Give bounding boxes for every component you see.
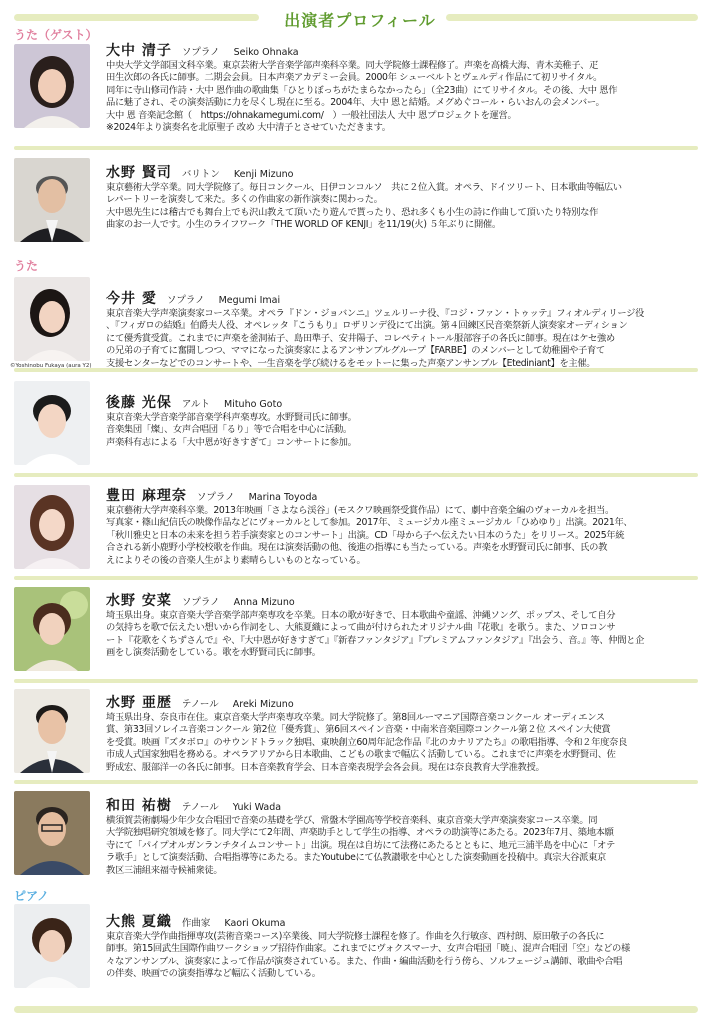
performer-name: 大熊 夏織 [106,914,172,930]
bio-line: 東京藝術大学卒業。同大学院修了。毎日コンクール、日伊コンコルソ 共に２位入賞。オペラ、ドイツリート、日本歌曲等幅広い [106,182,622,193]
performer-name: 豊田 麻理奈 [106,488,187,504]
performer-photo [14,44,90,128]
bio-line: 埼玉県出身、奈良市在住。東京音楽大学声楽専攻卒業。同大学院修了。第8回ルーマニア国際音楽コンクール オーディエンス [106,712,605,723]
performer-role: ソプラノ [181,47,220,58]
separator [14,780,698,784]
performer-romaji: Megumi Imai [218,295,281,306]
performer-role: テノール [181,802,219,813]
performer-romaji: Mituho Goto [224,399,283,410]
bio-line: 東京藝術大学声楽科卒業。2013年映画「さよなら渓谷」(モスクワ映画祭受賞作品）にて、劇中音楽全編のヴォーカルを担当。 [106,505,614,516]
bio-line: 同年に寺山修司作詩・大中 恩作曲の歌曲集「ひとりぼっちがたまらなかったら」（全23曲）にてリサイタル。その後、大中 恩作 [106,84,618,96]
bio-line: ラ歌手」として演奏活動、合唱指導等にあたる。またYoutubeにて仏教讃歌を中心とした演奏動画を投稿中。真宗大谷派東京 [106,852,606,864]
bio-line: 横須賀芸術劇場少年少女合唱団で音楽の基礎を学び、常盤木学園高等学校音楽科、東京音楽大学声楽演奏家コース卒業。同 [106,815,598,826]
performer-role: テノール [181,699,219,710]
bio-line: 教区三浦組来福寺候補衆徒。 [106,864,223,876]
bio-line: 「秋川雅史と日本の未来を担う若手演奏家とのコンサート」出演。CD「母から子へ伝えたい日本のうた」をリリース。2025年統 [106,529,625,541]
performer-bio [106,931,700,981]
bio-line: レパートリーを演奏して来た。多くの作曲家の新作演奏に関わった。 [106,194,383,206]
performer-photo [14,277,90,361]
bio-line: 中央大学文学部国文科卒業。東京芸術大学音楽学部声楽科卒業。同大学院修士課程修了。声楽を高橋大海、青木美稚子、疋 [106,60,599,71]
bio-line: 写真家・篠山紀信氏の映像作品などにヴォーカルとして参加。2017年、ミュージカル座ミュージカル「ひめゆり」出演。2021年、 [106,517,633,529]
separator [14,679,698,683]
bio-line: 曲家のお一人です。小生のライフワーク「THE WORLD OF KENJI」を11/19(火) ５年ぶりに開催。 [106,219,501,231]
performer-bio [106,610,700,660]
bio-line: 埼玉県出身。東京音楽大学音楽学部声楽専攻を卒業。日本の歌が好きで、日本歌曲や童謡、沖縄ソング、ポップス、そして自分 [106,610,616,621]
performer-photo [14,381,90,465]
performer-romaji: Kaori Okuma [224,918,286,929]
performer-photo [14,791,90,875]
bio-line: 、『フィガロの結婚』伯爵夫人役、オペレッタ『こうもり』ロザリンデ役にて出演。第４回練区民音楽祭新人演奏家オーディション [106,320,628,332]
bio-line: 寺にて「パイプオルガンランチタイムコンサート」出演。現在は自坊にて法務にあたるとともに、地元三浦半島を中心に「オテ [106,839,615,851]
bio-line: 野成宏、服部洋一の各氏に師事。日本音楽教育学会、日本音楽表現学会各会員。現在は奈良教育大学准教授。 [106,761,545,773]
performer-name: 後藤 光保 [106,395,172,411]
bio-line: 市成人式国家独唱を務める。オペラアリアから日本歌曲、こどもの歌まで幅広く活動している。これまでに声楽を水野賢司、佐 [106,749,616,761]
bio-line: の気持ちを歌で伝えたい想いから作詞をし、大熊夏織によって曲が付けられたオリジナル曲『花歌』を歌う。また、ソロコンサ [106,622,616,634]
performer-name: 大中 清子 [106,43,172,59]
performer-name: 水野 亜歴 [106,695,172,711]
bio-line: の伴奏、映画での演奏指導など幅広く活動している。 [106,968,321,980]
bio-line: えによりその後の音楽人生がより素晴らしいものとなっている。 [106,554,366,566]
bio-line: 大中恩先生には稽古でも舞台上でも沢山教えて頂いたり遊んで貰ったり、恐れ多くも小生の詩に作曲して頂いたり特別な作 [106,206,599,218]
separator [14,146,698,150]
performer-bio [106,412,700,449]
bio-line: 田生次郎の各氏に師事。二期会会員。日本声楽アカデミー会員。2000年 シューベルトとヴェルディ作品にて初リサイタル。 [106,72,603,84]
performer-bio [106,505,700,567]
performer-name: 水野 賢司 [106,165,172,181]
performer-role: 作曲家 [181,918,211,929]
performer-romaji: Seiko Ohnaka [233,47,299,58]
performer-role: ソプラノ [181,597,220,608]
page-title: 出演者プロフィール [284,11,436,30]
performer-bio [106,60,700,134]
bio-line: の兄弟の子育てに奮闘しつつ、ママになった演奏家によるアンサンブルグループ【FARBE】のメンバーとして幼稚園や子育て [106,345,605,357]
performer-role: バリトン [181,169,220,180]
performer-photo [14,904,90,988]
bio-line: 音楽集団「燦」、女声合唱団「るり」等で合唱を中心に活動。 [106,424,352,436]
performer-romaji: Anna Mizuno [233,597,295,608]
bio-line: 大学院独唱研究領域を修了。同大学にて2年間、声楽助手として学生の指導、オペラの助演等にあたる。2023年7月、築地本願 [106,827,614,839]
bio-line: 東京音楽大学声楽演奏家コース卒業。オペラ『ドン・ジョバンニ』ツェルリーナ役、『コジ・ファン・トゥッテ』フィオルディリージ役 [106,308,644,319]
bio-line: にて優秀賞受賞。これまでに声楽を釜洞祐子、島田準子、安井陽子、コレペティトール服部容子の各氏に師事。現在はケセ強め [106,332,615,344]
bio-line: 大中 恩 音楽記念館（ https://ohnakamegumi.com/ ）一般社団法人 大中 恩プロジェクトを運営。 [106,109,517,121]
bio-line: を受賞。映画『ズタボロ』のサウンドトラック独唱、東映創立60周年記念作品『北のカナリアたち』の歌唱指導、令和２年度奈良 [106,736,627,748]
photo-credit: ©Yoshinobu Fukaya (aura Y2) [10,363,92,369]
separator [14,576,698,580]
bio-line: 東京音楽大学音楽学部音楽学科声楽専攻。水野賢司氏に師事。 [106,412,357,423]
category-label-singers: うた [14,259,39,273]
performer-bio [106,308,700,370]
bio-line: 品に魅了され、その演奏活動に力を尽くし現在に至る。2004年、大中 恩と結婚。メグめぐコール・らいおんの会メンバー。 [106,97,605,109]
performer-romaji: Kenji Mizuno [233,169,294,180]
performer-photo [14,587,90,671]
bio-line: 声楽科有志による「大中恩が好きすぎて」コンサートに参加。 [106,436,357,448]
category-label-guest: うた（ゲスト） [14,28,98,42]
performer-photo [14,158,90,242]
separator [14,473,698,477]
performer-bio [106,815,700,877]
performer-name: 水野 安菜 [106,593,172,609]
bio-line: 師事。第15回武生国際作曲ワークショップ招待作曲家。これまでにヴォクスマーナ、女声合唱団「暁」、混声合唱団「空」などの様 [106,943,630,955]
performer-romaji: Yuki Wada [232,802,282,813]
bio-line: 賞、第33回ソレイユ音楽コンクール 第2位「優秀賞」、第6回スペイン音楽・中南米音楽国際コンクール第２位 スペイン大使賞 [106,724,611,736]
bio-line: ※2024年より演奏名を北原聖子 改め 大中清子とさせていただきます。 [106,122,391,134]
performer-romaji: Marina Toyoda [248,492,318,503]
performer-role: ソプラノ [196,492,235,503]
performer-photo [14,689,90,773]
performer-romaji: Areki Mizuno [232,699,294,710]
performer-photo [14,485,90,569]
bio-line: ート『花歌をくちずさんで』や、『大中恩が好きすぎて』『新春ファンタジア』『プレミアムファンタジア』『出会う、音。』等、仲間と企 [106,634,645,646]
bio-line: 支援センターなどでのコンサートや、一生音楽を学び続けるをモットーに集った声楽アンサンブル【Etediniant】を主催。 [106,357,596,369]
bio-line: 画をし演奏活動をしている。歌を水野賢司氏に師事。 [106,647,321,659]
footer-bar [14,1006,698,1013]
performer-role: アルト [181,399,210,410]
bio-line: 合される新小鹿野小学校校歌を作曲。現在は演奏活動の他、後進の指導にも当たっている。声楽を水野賢司氏に師事、氏の教 [106,542,608,554]
performer-bio [106,182,700,232]
performer-bio [106,712,700,774]
bio-line: 東京音楽大学作曲指揮専攻(芸術音楽コース)卒業後、同大学院修士課程を修了。作曲を久行敏彦、西村朗、原田敬子の各氏に [106,931,605,942]
category-label-piano: ピアノ [14,889,50,903]
bio-line: 々なアンサンブル、演奏家によって作品が演奏されている。また、作曲・編曲活動を行う傍ら、ソルフェージュ講師、歌曲や合唱 [106,955,623,967]
performer-role: ソプラノ [166,295,205,306]
performer-name: 今井 愛 [106,291,157,307]
performer-name: 和田 祐樹 [106,798,172,814]
